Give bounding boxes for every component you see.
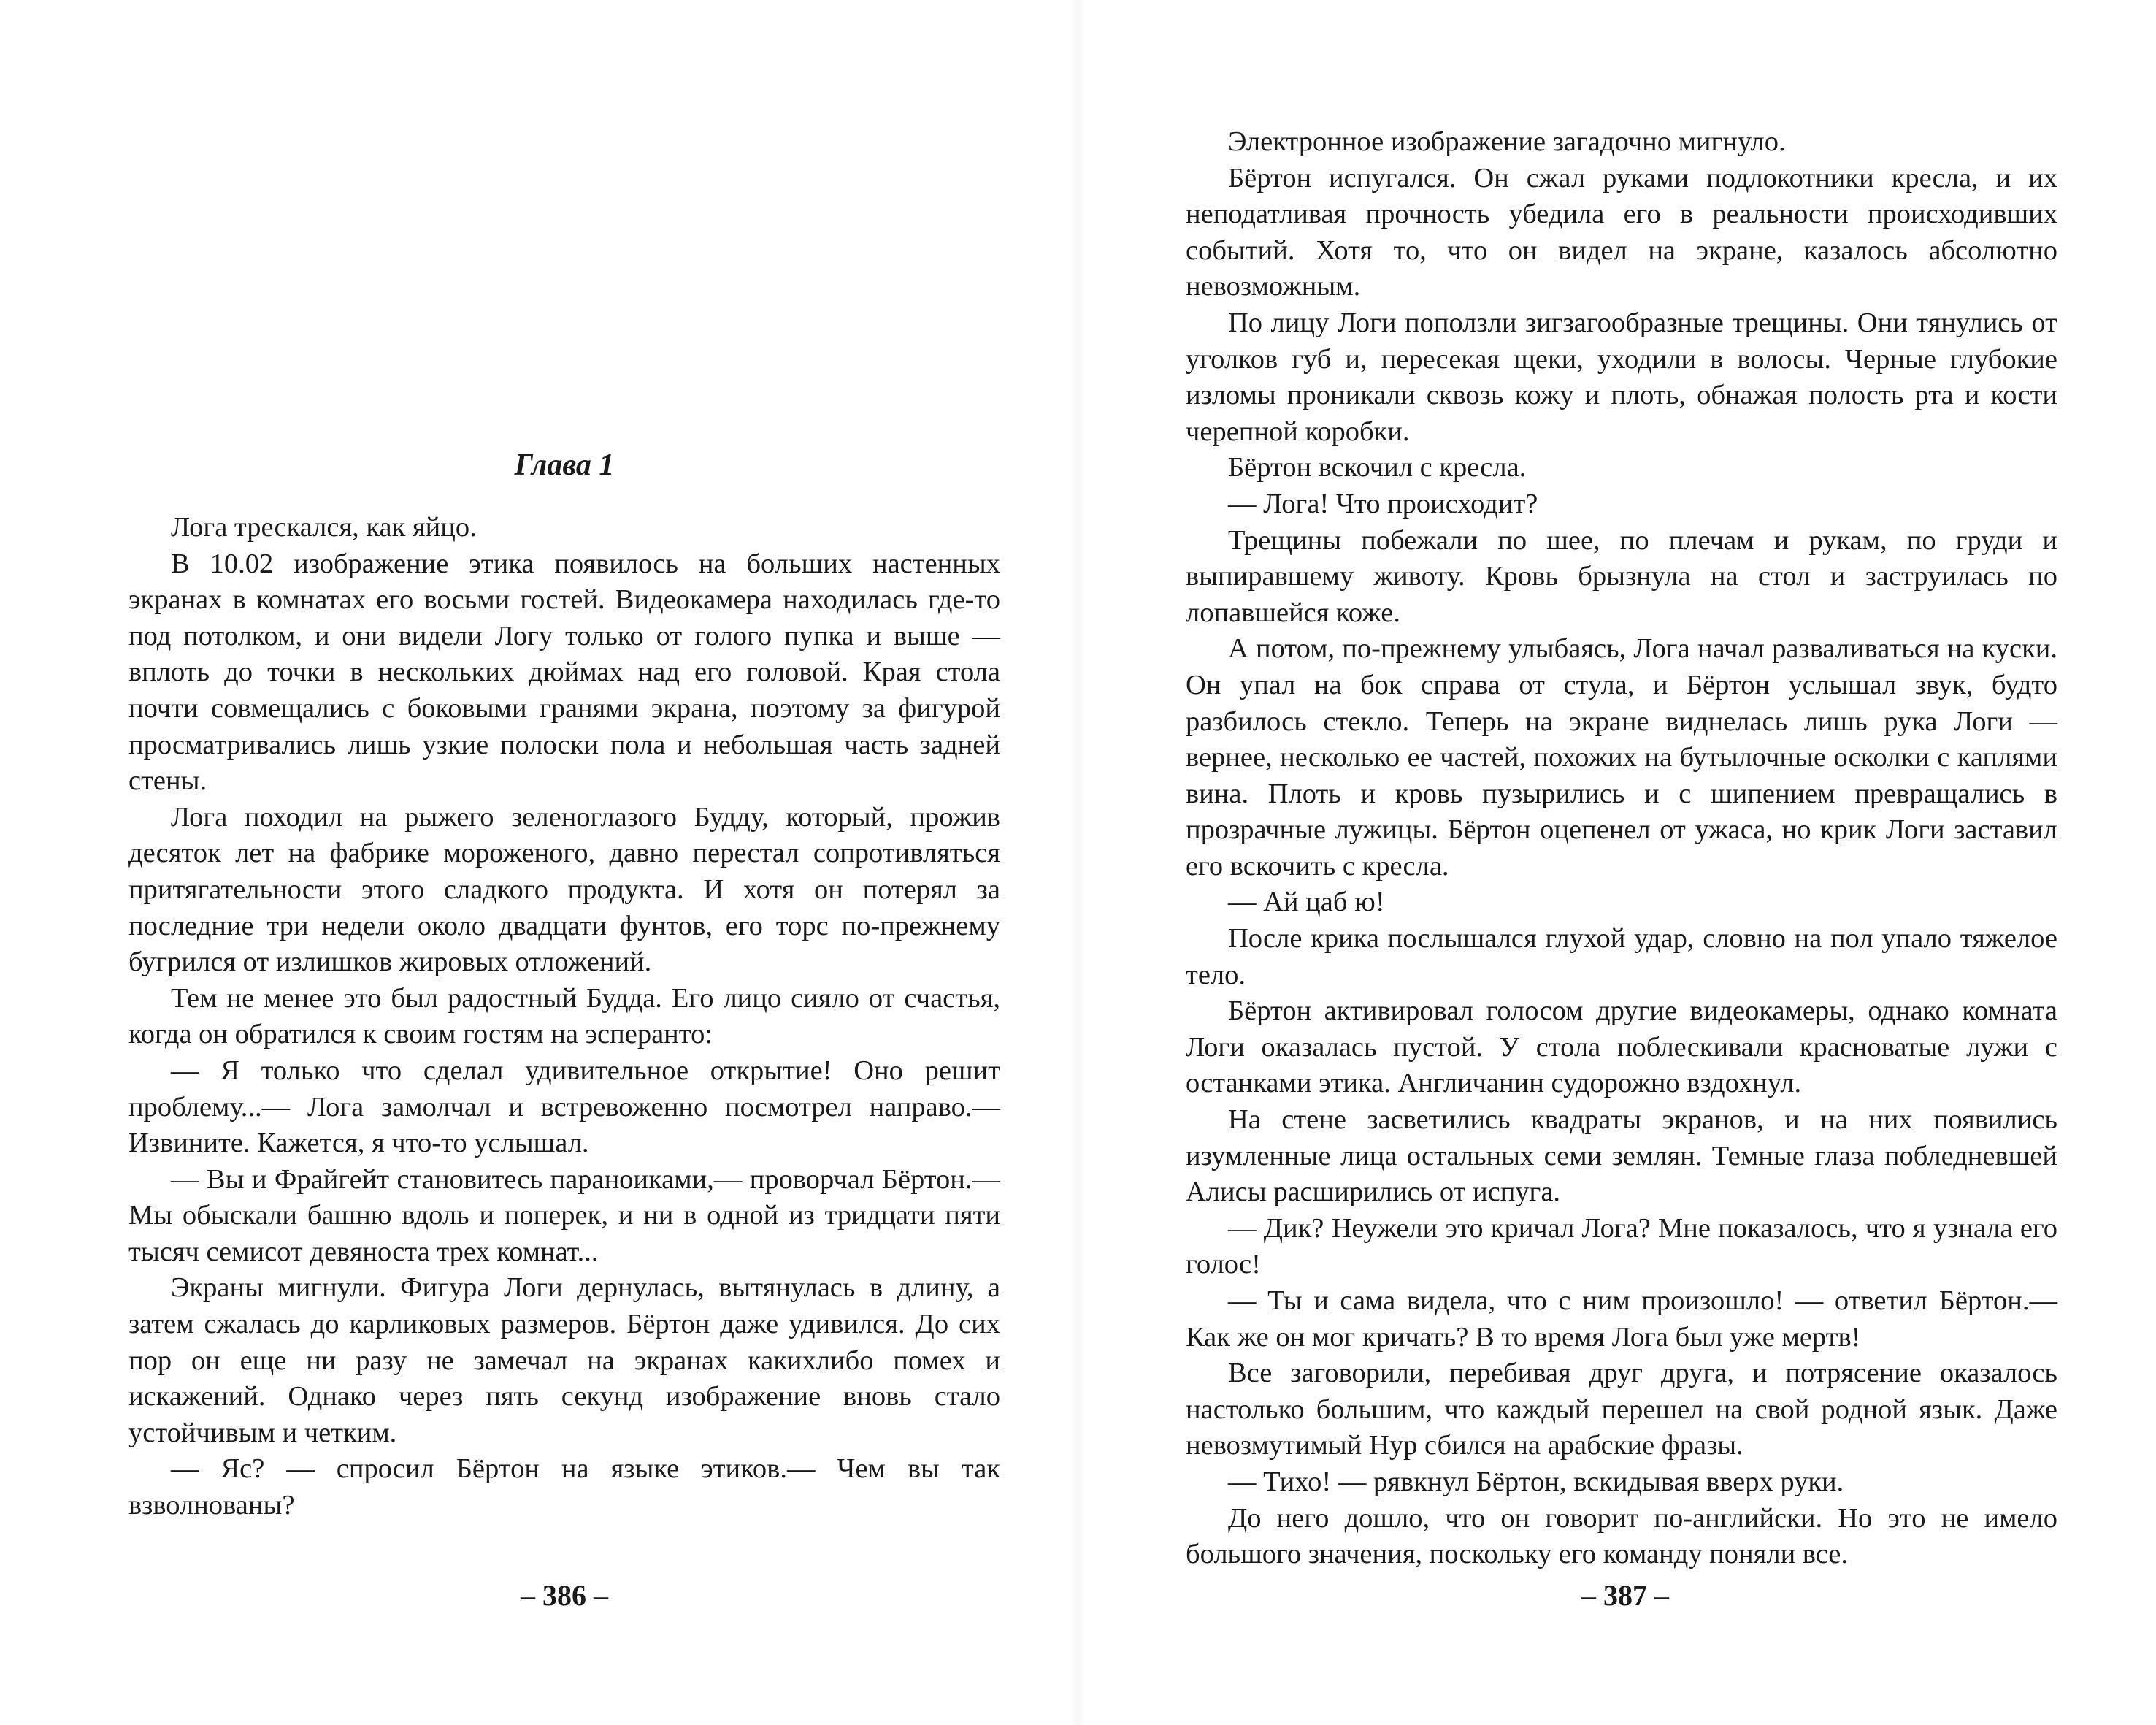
page-number: – 387 –: [1581, 1579, 1669, 1612]
paragraph: А потом, по-прежнему улыбаясь, Лога начал разваливаться на куски. Он упал на бок справа от стула, и Бёртон услышал звук, будто разбилось стекло. Теперь на экране виднелась лишь рука Логи — вернее, несколько ее частей, похожих на бутылочные осколки с каплями вина. Плоть и кровь пузырились и с шипением превращались в прозрачные лужицы. Бёртон оцепенел от ужаса, но крик Логи заставил его вскочить с кресла.: [1186, 633, 2057, 881]
right-page-text: [1186, 124, 2057, 1573]
paragraph: Бёртон активировал голосом другие видеокамеры, однако комната Логи оказалась пустой. У стола поблескивали красноватые лужи с останками этика. Англичанин судорожно вздохнул.: [1186, 995, 2057, 1099]
paragraph: — Тихо! — рявкнул Бёртон, вскидывая вверх руки.: [1228, 1466, 1844, 1497]
paragraph: Бёртон испугался. Он сжал руками подлокотники кресла, и их неподатливая прочность убедила его в реальности происходивших событий. Хотя то, что он видел на экране, казалось абсолютно невозможным.: [1186, 162, 2057, 302]
paragraph: Все заговорили, перебивая друг друга, и потрясение оказалось настолько большим, что каждый перешел на свой родной язык. Даже невозмутимый Нур сбился на арабские фразы.: [1186, 1358, 2057, 1461]
paragraph: На стене засветились квадраты экранов, и на них появились изумленные лица остальных семи землян. Темные глаза побледневшей Алисы расширились от испуга.: [1186, 1104, 2057, 1208]
paragraph: — Яс? — спросил Бёртон на языке этиков.— Чем вы так взволнованы?: [128, 1453, 1000, 1521]
paragraph: — Я только что сделал удивительное открытие! Оно решит проблему...— Лога замолчал и встревоженно посмотрел направо.— Извините. Кажется, я что-то услышал.: [128, 1055, 1000, 1159]
paragraph: Экраны мигнули. Фигура Логи дернулась, вытянулась в длину, а затем сжалась до карликовых размеров. Бёртон даже удивился. До сих пор он еще ни разу не замечал на экранах какихлибо помех и искажений. Однако через пять секунд изображение вновь стало устойчивым и четким.: [128, 1272, 1000, 1448]
paragraph: После крика послышался глухой удар, словно на пол упало тяжелое тело.: [1186, 923, 2057, 990]
paragraph: Лога трескался, как яйцо.: [171, 512, 477, 543]
paragraph: Электронное изображение загадочно мигнуло.: [1228, 126, 1786, 157]
page-number: – 386 –: [521, 1579, 608, 1612]
paragraph: Трещины побежали по шее, по плечам и рукам, по груди и выпиравшему животу. Кровь брызнула на стол и заструилась по лопавшейся коже.: [1186, 524, 2057, 628]
paragraph: Бёртон вскочил с кресла.: [1228, 452, 1527, 483]
paragraph: — Лога! Что происходит?: [1228, 488, 1538, 519]
paragraph: В 10.02 изображение этика появилось на больших настенных экранах в комнатах его восьми гостей. Видеокамера находилась где-то под потолком, и они видели Логу только от голого пупка и выше — вплоть до точки в нескольких дюймах над его головой. Края стола почти совмещались с боковыми гранями экрана, поэтому за фигурой просматривались лишь узкие полоски пола и небольшая часть задней стены.: [128, 548, 1000, 797]
paragraph: По лицу Логи поползли зигзагообразные трещины. Они тянулись от уголков губ и, пересекая щеки, уходили в волосы. Черные глубокие изломы проникали сквозь кожу и плоть, обнажая полость рта и кости черепной коробки.: [1186, 307, 2057, 447]
paragraph: — Ты и сама видела, что с ним произошло! — ответил Бёртон.— Как же он мог кричать? В то время Лога был уже мертв!: [1186, 1285, 2057, 1353]
paragraph: Тем не менее это был радостный Будда. Его лицо сияло от счастья, когда он обратился к своим гостям на эсперанто:: [128, 982, 1000, 1050]
right-page: [1078, 0, 2156, 1725]
paragraph: — Дик? Неужели это кричал Лога? Мне показалось, что я узнала его голос!: [1186, 1212, 2057, 1280]
paragraph: Лога походил на рыжего зеленоглазого Будду, который, прожив десяток лет на фабрике мороженого, давно перестал сопротивляться притягательности этого сладкого продукта. И хотя он потерял за последние три недели около двадцати фунтов, его торс по-прежнему бугрился от излишков жировых отложений.: [128, 801, 1000, 978]
chapter-title: Глава 1: [514, 448, 615, 482]
left-page-text: [128, 510, 1000, 1524]
paragraph: — Вы и Фрайгейт становитесь параноиками,— проворчал Бёртон.— Мы обыскали башню вдоль и поперек, и ни в одной из тридцати пяти тысяч семисот девяноста трех комнат...: [128, 1163, 1000, 1267]
paragraph: — Ай цаб ю!: [1228, 887, 1385, 918]
paragraph: До него дошло, что он говорит по-английски. Но это не имело большого значения, поскольку его команду поняли все.: [1186, 1502, 2057, 1570]
